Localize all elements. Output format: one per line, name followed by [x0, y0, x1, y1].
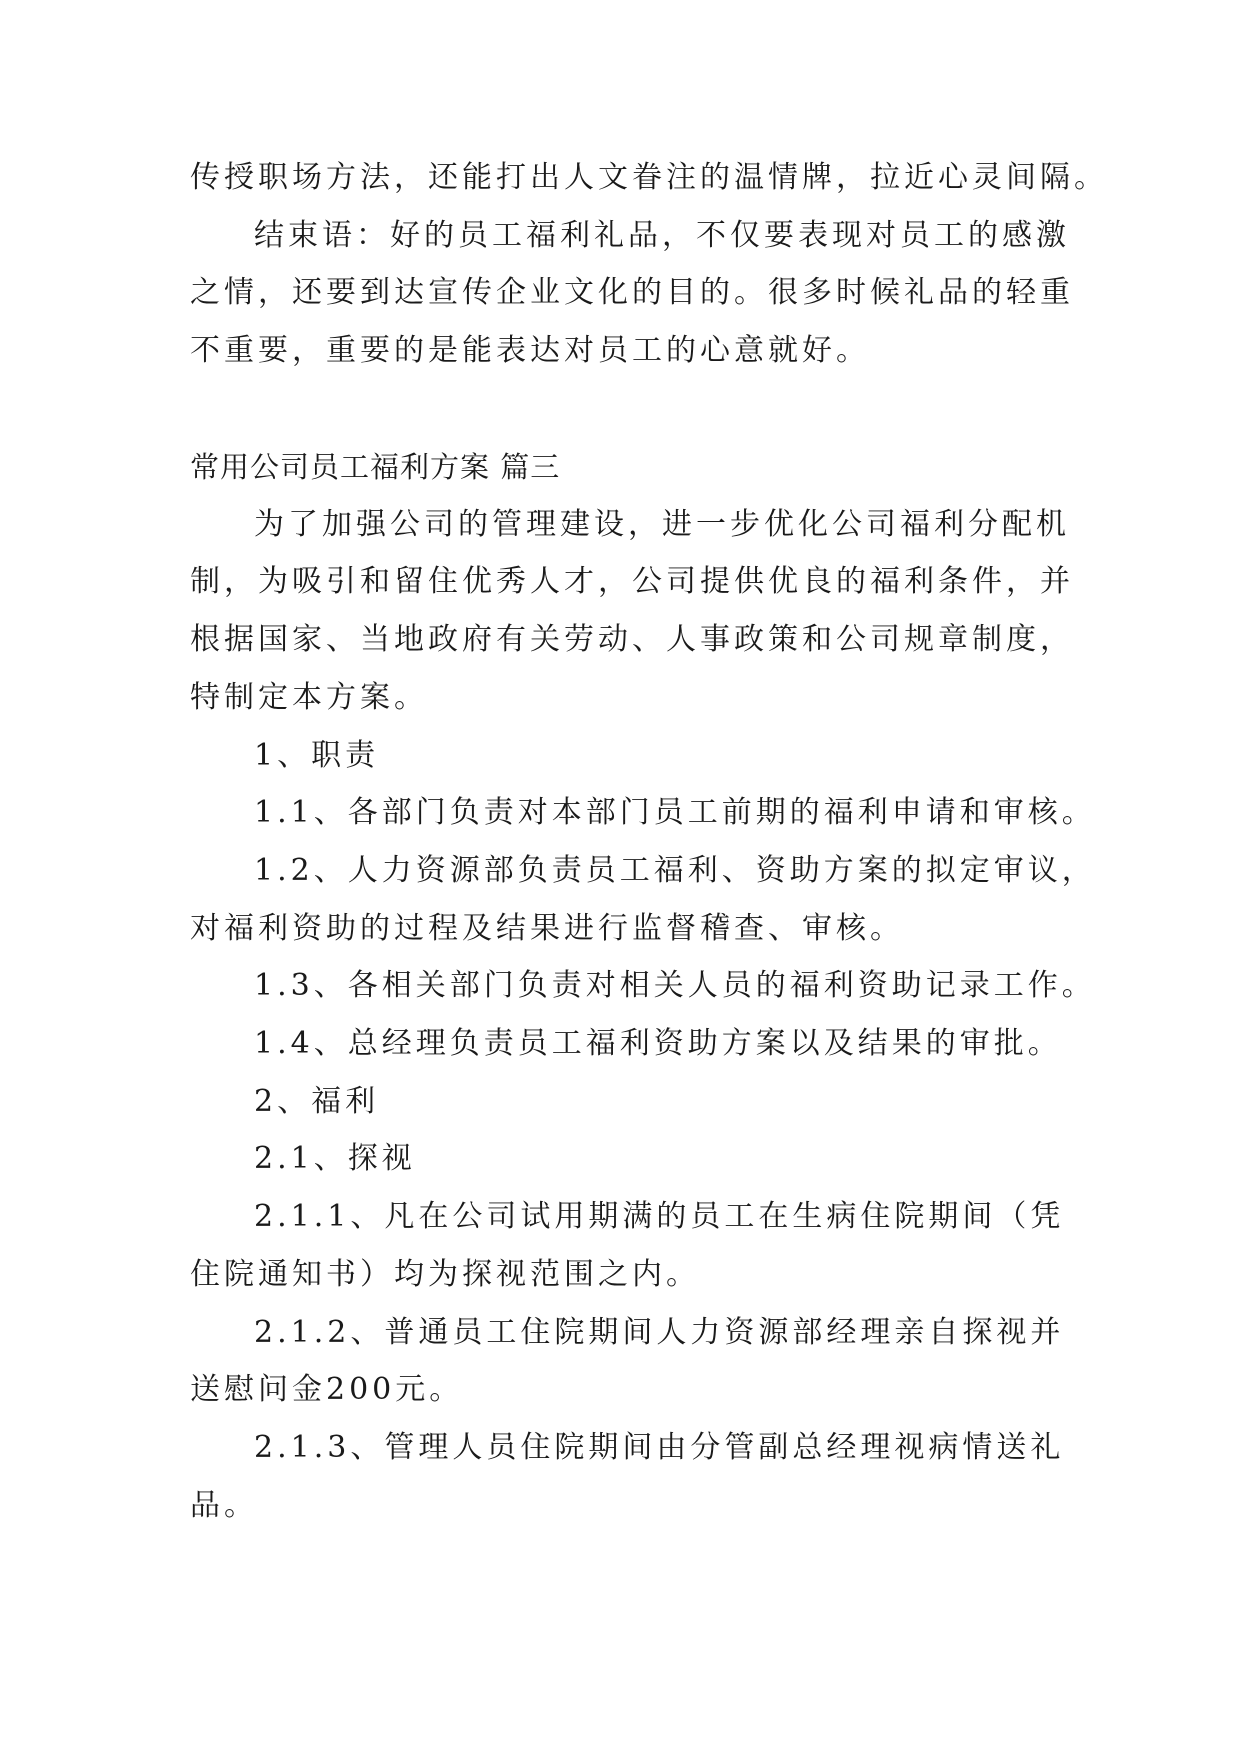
list-item: 1.1、各部门负责对本部门员工前期的福利申请和审核。 — [254, 795, 1096, 830]
paragraph-line: 送慰问金200元。 — [190, 1372, 464, 1407]
paragraph-line: 之情，还要到达宣传企业文化的目的。很多时候礼品的轻重 — [190, 275, 1074, 310]
list-item: 2.1.2、普通员工住院期间人力资源部经理亲自探视并 — [254, 1315, 1065, 1350]
paragraph-line: 为了加强公司的管理建设，进一步优化公司福利分配机 — [254, 507, 1070, 542]
paragraph-line: 品。 — [190, 1488, 258, 1523]
paragraph-line: 不重要，重要的是能表达对员工的心意就好。 — [190, 333, 870, 368]
paragraph-line: 住院通知书）均为探视范围之内。 — [190, 1257, 700, 1292]
list-item: 1、职责 — [254, 738, 380, 773]
paragraph-line: 结束语：好的员工福利礼品，不仅要表现对员工的感激 — [254, 218, 1070, 253]
list-item: 1.4、总经理负责员工福利资助方案以及结果的审批。 — [254, 1026, 1062, 1061]
paragraph-line: 制，为吸引和留住优秀人才，公司提供优良的福利条件，并 — [190, 564, 1074, 599]
paragraph-line: 传授职场方法，还能打出人文眷注的温情牌，拉近心灵间隔。 — [190, 160, 1108, 195]
list-item: 2.1、探视 — [254, 1141, 416, 1176]
list-item: 2.1.3、管理人员住院期间由分管副总经理视病情送礼 — [254, 1430, 1065, 1465]
paragraph-line: 根据国家、当地政府有关劳动、人事政策和公司规章制度， — [190, 622, 1074, 657]
list-item: 1.2、人力资源部负责员工福利、资助方案的拟定审议， — [254, 853, 1096, 888]
list-item: 2.1.1、凡在公司试用期满的员工在生病住院期间（凭 — [254, 1199, 1065, 1234]
list-item: 1.3、各相关部门负责对相关人员的福利资助记录工作。 — [254, 968, 1096, 1003]
paragraph-line: 对福利资助的过程及结果进行监督稽查、审核。 — [190, 911, 904, 946]
paragraph-line: 特制定本方案。 — [190, 680, 428, 715]
list-item: 2、福利 — [254, 1084, 380, 1119]
section-heading: 常用公司员工福利方案 篇三 — [190, 450, 561, 484]
